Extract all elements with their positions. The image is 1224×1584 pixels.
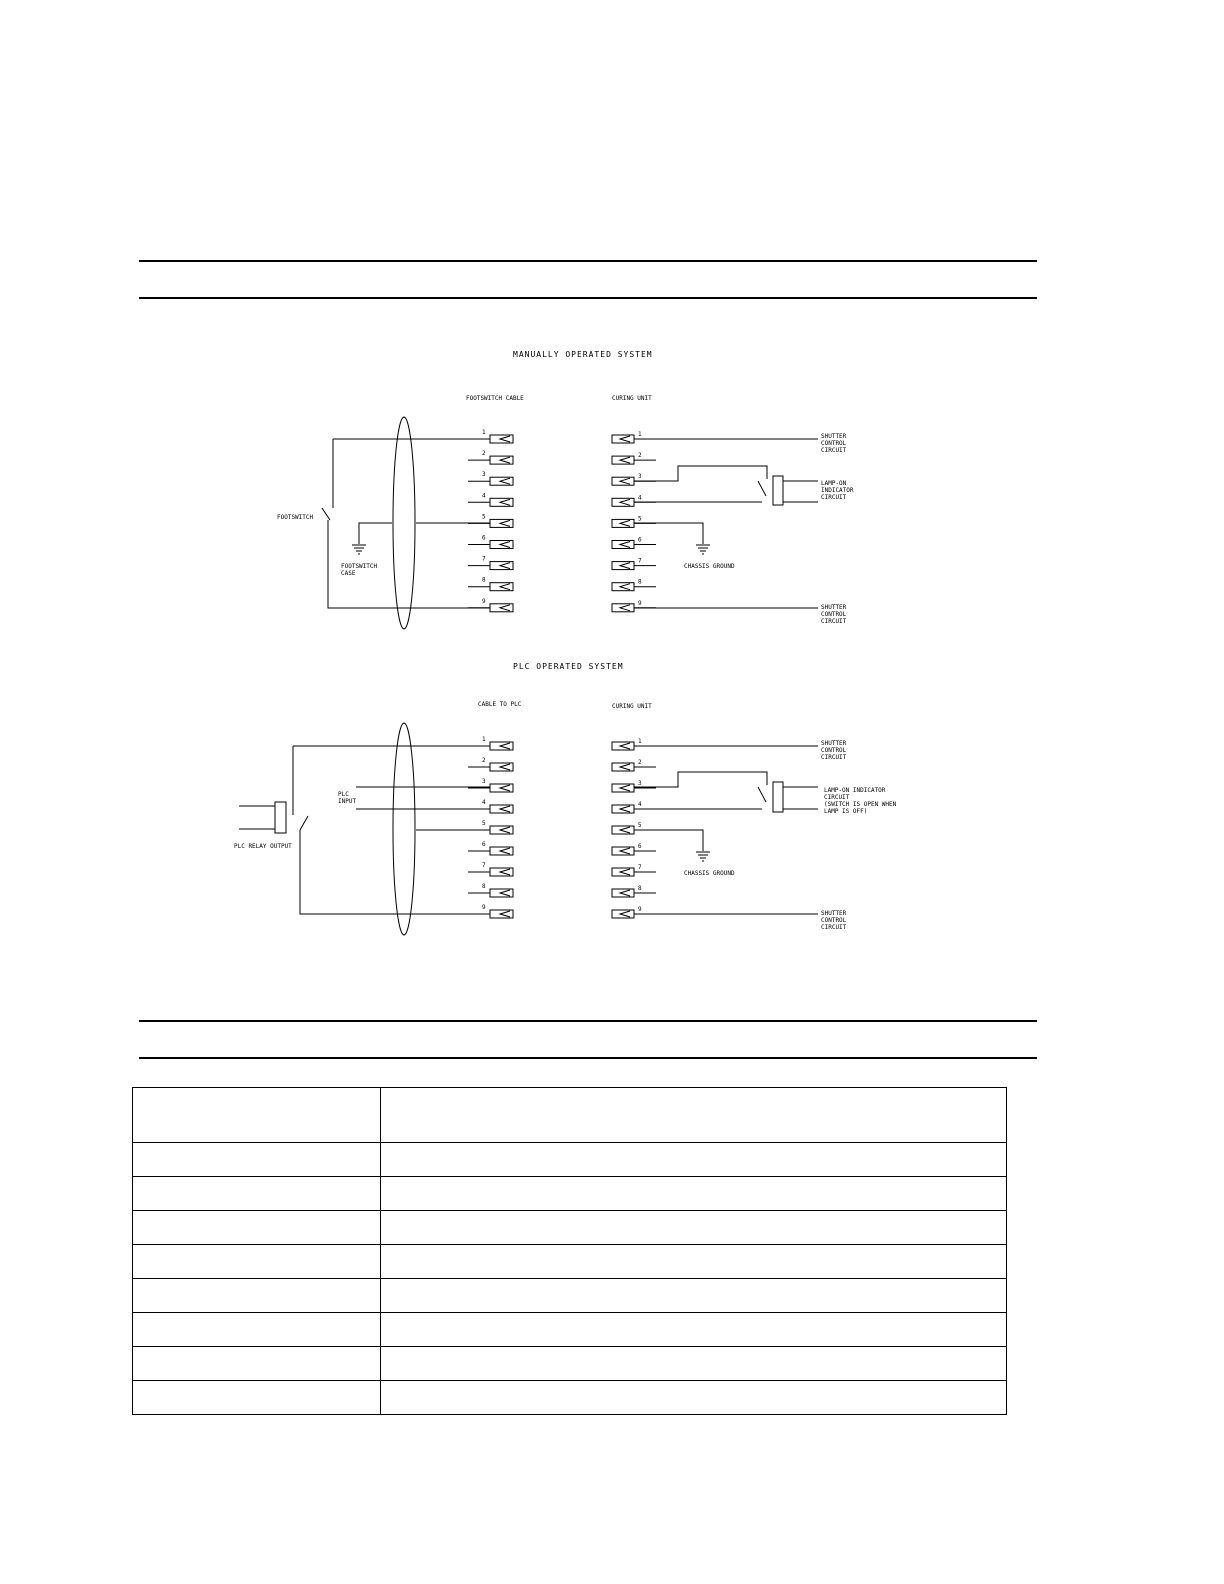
manual-shutter-top-1: SHUTTER [821,433,847,440]
plc-cu-pin5-wire [634,830,703,851]
unit-pin-connector [612,456,634,464]
table-cell [133,1211,381,1245]
cable-pin-number: 9 [482,597,486,605]
cable-pin-contact [500,890,510,896]
plc-lamp-2: CIRCUIT [824,794,850,801]
manual-lamp-contact [758,481,766,496]
unit-pin-contact [620,848,630,854]
unit-pin-number: 3 [638,473,642,481]
cable-pin-contact [500,563,510,569]
table-cell [381,1313,1007,1347]
unit-pin-number: 1 [638,738,642,745]
plc-right-header: CURING UNIT [612,703,652,710]
cable-pin-contact [500,584,510,590]
cable-pin-number: 2 [482,757,486,764]
plc-chassis-ground-label: CHASSIS GROUND [684,870,735,877]
cable-pin-number: 6 [482,841,486,848]
table-cell [133,1347,381,1381]
manual-lamp-2: INDICATOR [821,487,854,494]
table-cell [381,1347,1007,1381]
unit-pin-contact [620,457,630,463]
table-cell [133,1245,381,1279]
unit-pin-connector [612,805,634,813]
manual-shutter-bottom-2: CONTROL [821,611,847,618]
table-row [133,1313,1007,1347]
cable-pin-contact [500,478,510,484]
unit-pin-number: 1 [638,431,642,438]
table-cell [381,1245,1007,1279]
cable-pin-number: 1 [482,429,486,436]
unit-pin-connector [612,477,634,485]
table-header-row [133,1088,1007,1143]
plc-relay-output-label: PLC RELAY OUTPUT [234,843,292,850]
cable-pin-number: 8 [482,576,486,584]
table-row [133,1211,1007,1245]
manual-lamp-1: LAMP-ON [821,480,847,487]
plc-relay-leads [239,806,275,829]
unit-pin-number: 2 [638,452,642,460]
cable-pin-contact [500,542,510,548]
manual-chassis-ground-label: CHASSIS GROUND [684,563,735,570]
cable-pin-number: 9 [482,904,486,911]
unit-pin-contact [620,764,630,770]
unit-pin-contact [620,436,630,442]
footswitch-case-ground-icon [352,545,366,554]
unit-pin-number: 5 [638,822,642,829]
cable-pin-number: 5 [482,820,486,827]
cable-pin-contact [500,605,510,611]
unit-pin-contact [620,478,630,484]
table-row [133,1177,1007,1211]
cable-pin-contact [500,743,510,749]
unit-pin-contact [620,563,630,569]
unit-pin-connector [612,583,634,591]
cable-pin-contact [500,827,510,833]
cable-pin-number: 4 [482,492,486,500]
table-cell [133,1177,381,1211]
table-row [133,1347,1007,1381]
unit-pin-number: 8 [638,885,642,892]
plc-shutter-bottom-3: CIRCUIT [821,924,847,931]
table-cell [381,1279,1007,1313]
unit-pin-contact [620,869,630,875]
plc-system [234,662,897,935]
plc-title: PLC OPERATED SYSTEM [513,662,624,671]
plc-lamp-contact [758,787,766,802]
manual-cu-pin3-wire [634,466,767,481]
plc-shutter-bottom-2: CONTROL [821,917,847,924]
manual-cable-shield [393,417,415,629]
mid-rule-2 [139,1057,1037,1059]
unit-pin-contact [620,785,630,791]
table-row [133,1279,1007,1313]
plc-lamp-3: (SWITCH IS OPEN WHEN [824,801,897,808]
cable-pin-contact [500,869,510,875]
plc-lamp-1: LAMP-ON INDICATOR [824,787,886,794]
unit-pin-contact [620,827,630,833]
cable-pin-contact [500,499,510,505]
unit-pin-number: 4 [638,801,642,808]
plc-input-line2: INPUT [338,798,357,805]
table-cell [381,1381,1007,1415]
cable-pin-number: 7 [482,555,486,563]
unit-pin-contact [620,584,630,590]
unit-pin-number: 7 [638,557,642,565]
plc-pin9-wire [300,830,490,914]
cable-pin-number: 7 [482,862,486,869]
unit-pin-contact [620,743,630,749]
unit-pin-number: 9 [638,906,642,913]
manual-shutter-top-3: CIRCUIT [821,447,847,454]
unit-pin-connector [612,541,634,549]
footswitch-contact [322,508,330,520]
unit-pin-connector [612,910,634,918]
unit-pin-contact [620,890,630,896]
unit-pin-number: 5 [638,515,642,523]
footswitch-case-line1: FOOTSWITCH [341,563,378,570]
unit-pin-connector [612,604,634,612]
unit-pin-number: 8 [638,578,642,586]
cable-pin-contact [500,436,510,442]
cable-pin-number: 6 [482,534,486,542]
manual-shutter-bottom-3: CIRCUIT [821,618,847,625]
cable-pin-number: 3 [482,471,486,479]
plc-lamp-leads [783,787,818,809]
table-row [133,1381,1007,1415]
plc-shutter-top-3: CIRCUIT [821,754,847,761]
manual-lamp-relay [773,476,783,505]
plc-left-header: CABLE TO PLC [478,701,522,708]
unit-pin-number: 4 [638,494,642,502]
unit-pin-connector [612,889,634,897]
plc-cable-shield [393,723,415,935]
table-header-cell [133,1088,381,1143]
unit-pin-number: 9 [638,599,642,607]
plc-lamp-4: LAMP IS OFF) [824,808,868,815]
manual-shutter-bottom-1: SHUTTER [821,604,847,611]
unit-pin-number: 7 [638,864,642,871]
unit-pin-contact [620,499,630,505]
table-row [133,1143,1007,1177]
unit-pin-number: 2 [638,759,642,766]
manual-title: MANUALLY OPERATED SYSTEM [513,350,653,359]
manual-lamp-3: CIRCUIT [821,494,847,501]
manual-system [277,350,854,629]
cable-pin-number: 4 [482,799,486,806]
cable-pin-number: 3 [482,778,486,785]
cable-pin-contact [500,785,510,791]
cable-pin-number: 1 [482,736,486,743]
cable-pin-contact [500,911,510,917]
cable-pin-contact [500,457,510,463]
plc-input-line1: PLC [338,791,349,798]
table-header-cell [381,1088,1007,1143]
cable-pin-number: 8 [482,883,486,890]
unit-pin-connector [612,562,634,570]
manual-pin5-wire [359,523,490,544]
table-cell [381,1211,1007,1245]
table-cell [133,1143,381,1177]
cable-pin-number: 2 [482,450,486,458]
unit-pin-contact [620,911,630,917]
table-cell [133,1279,381,1313]
unit-pin-number: 6 [638,536,642,544]
plc-lamp-relay [773,782,783,812]
unit-pin-connector [612,784,634,792]
unit-pin-connector [612,435,634,443]
manual-shutter-top-2: CONTROL [821,440,847,447]
cable-pin-contact [500,520,510,526]
cable-pin-contact [500,764,510,770]
unit-pin-connector [612,826,634,834]
plc-chassis-ground-icon [696,852,710,861]
manual-cu-pin5-wire [634,523,703,544]
unit-pin-number: 3 [638,780,642,787]
plc-pin1-wire [293,746,490,815]
plc-cu-pin3-wire [634,772,767,787]
cable-pin-number: 5 [482,513,486,521]
mid-rule-1 [139,1020,1037,1022]
table-cell [133,1381,381,1415]
unit-pin-connector [612,519,634,527]
plc-shutter-bottom-1: SHUTTER [821,910,847,917]
footswitch-label: FOOTSWITCH [277,514,314,521]
cable-pin-contact [500,848,510,854]
plc-relay-contact [300,816,308,830]
unit-pin-contact [620,542,630,548]
table-cell [133,1313,381,1347]
pin-assignment-table [132,1087,1007,1415]
manual-lamp-leads [783,481,818,502]
footswitch-case-line2: CASE [341,570,356,577]
manual-left-header: FOOTSWITCH CABLE [466,395,524,402]
unit-pin-connector [612,868,634,876]
unit-pin-connector [612,847,634,855]
plc-input-wires [356,787,490,809]
unit-pin-number: 6 [638,843,642,850]
table-cell [381,1177,1007,1211]
manual-chassis-ground-icon [696,545,710,554]
table-cell [381,1143,1007,1177]
unit-pin-connector [612,498,634,506]
unit-pin-contact [620,520,630,526]
plc-shutter-top-1: SHUTTER [821,740,847,747]
manual-right-header: CURING UNIT [612,395,652,402]
unit-pin-connector [612,763,634,771]
table-row [133,1245,1007,1279]
unit-pin-contact [620,605,630,611]
plc-shutter-top-2: CONTROL [821,747,847,754]
manual-pin-rows [468,429,656,612]
unit-pin-contact [620,806,630,812]
cable-pin-contact [500,806,510,812]
plc-pin-rows [468,736,656,918]
plc-relay-coil [275,802,286,833]
unit-pin-connector [612,742,634,750]
